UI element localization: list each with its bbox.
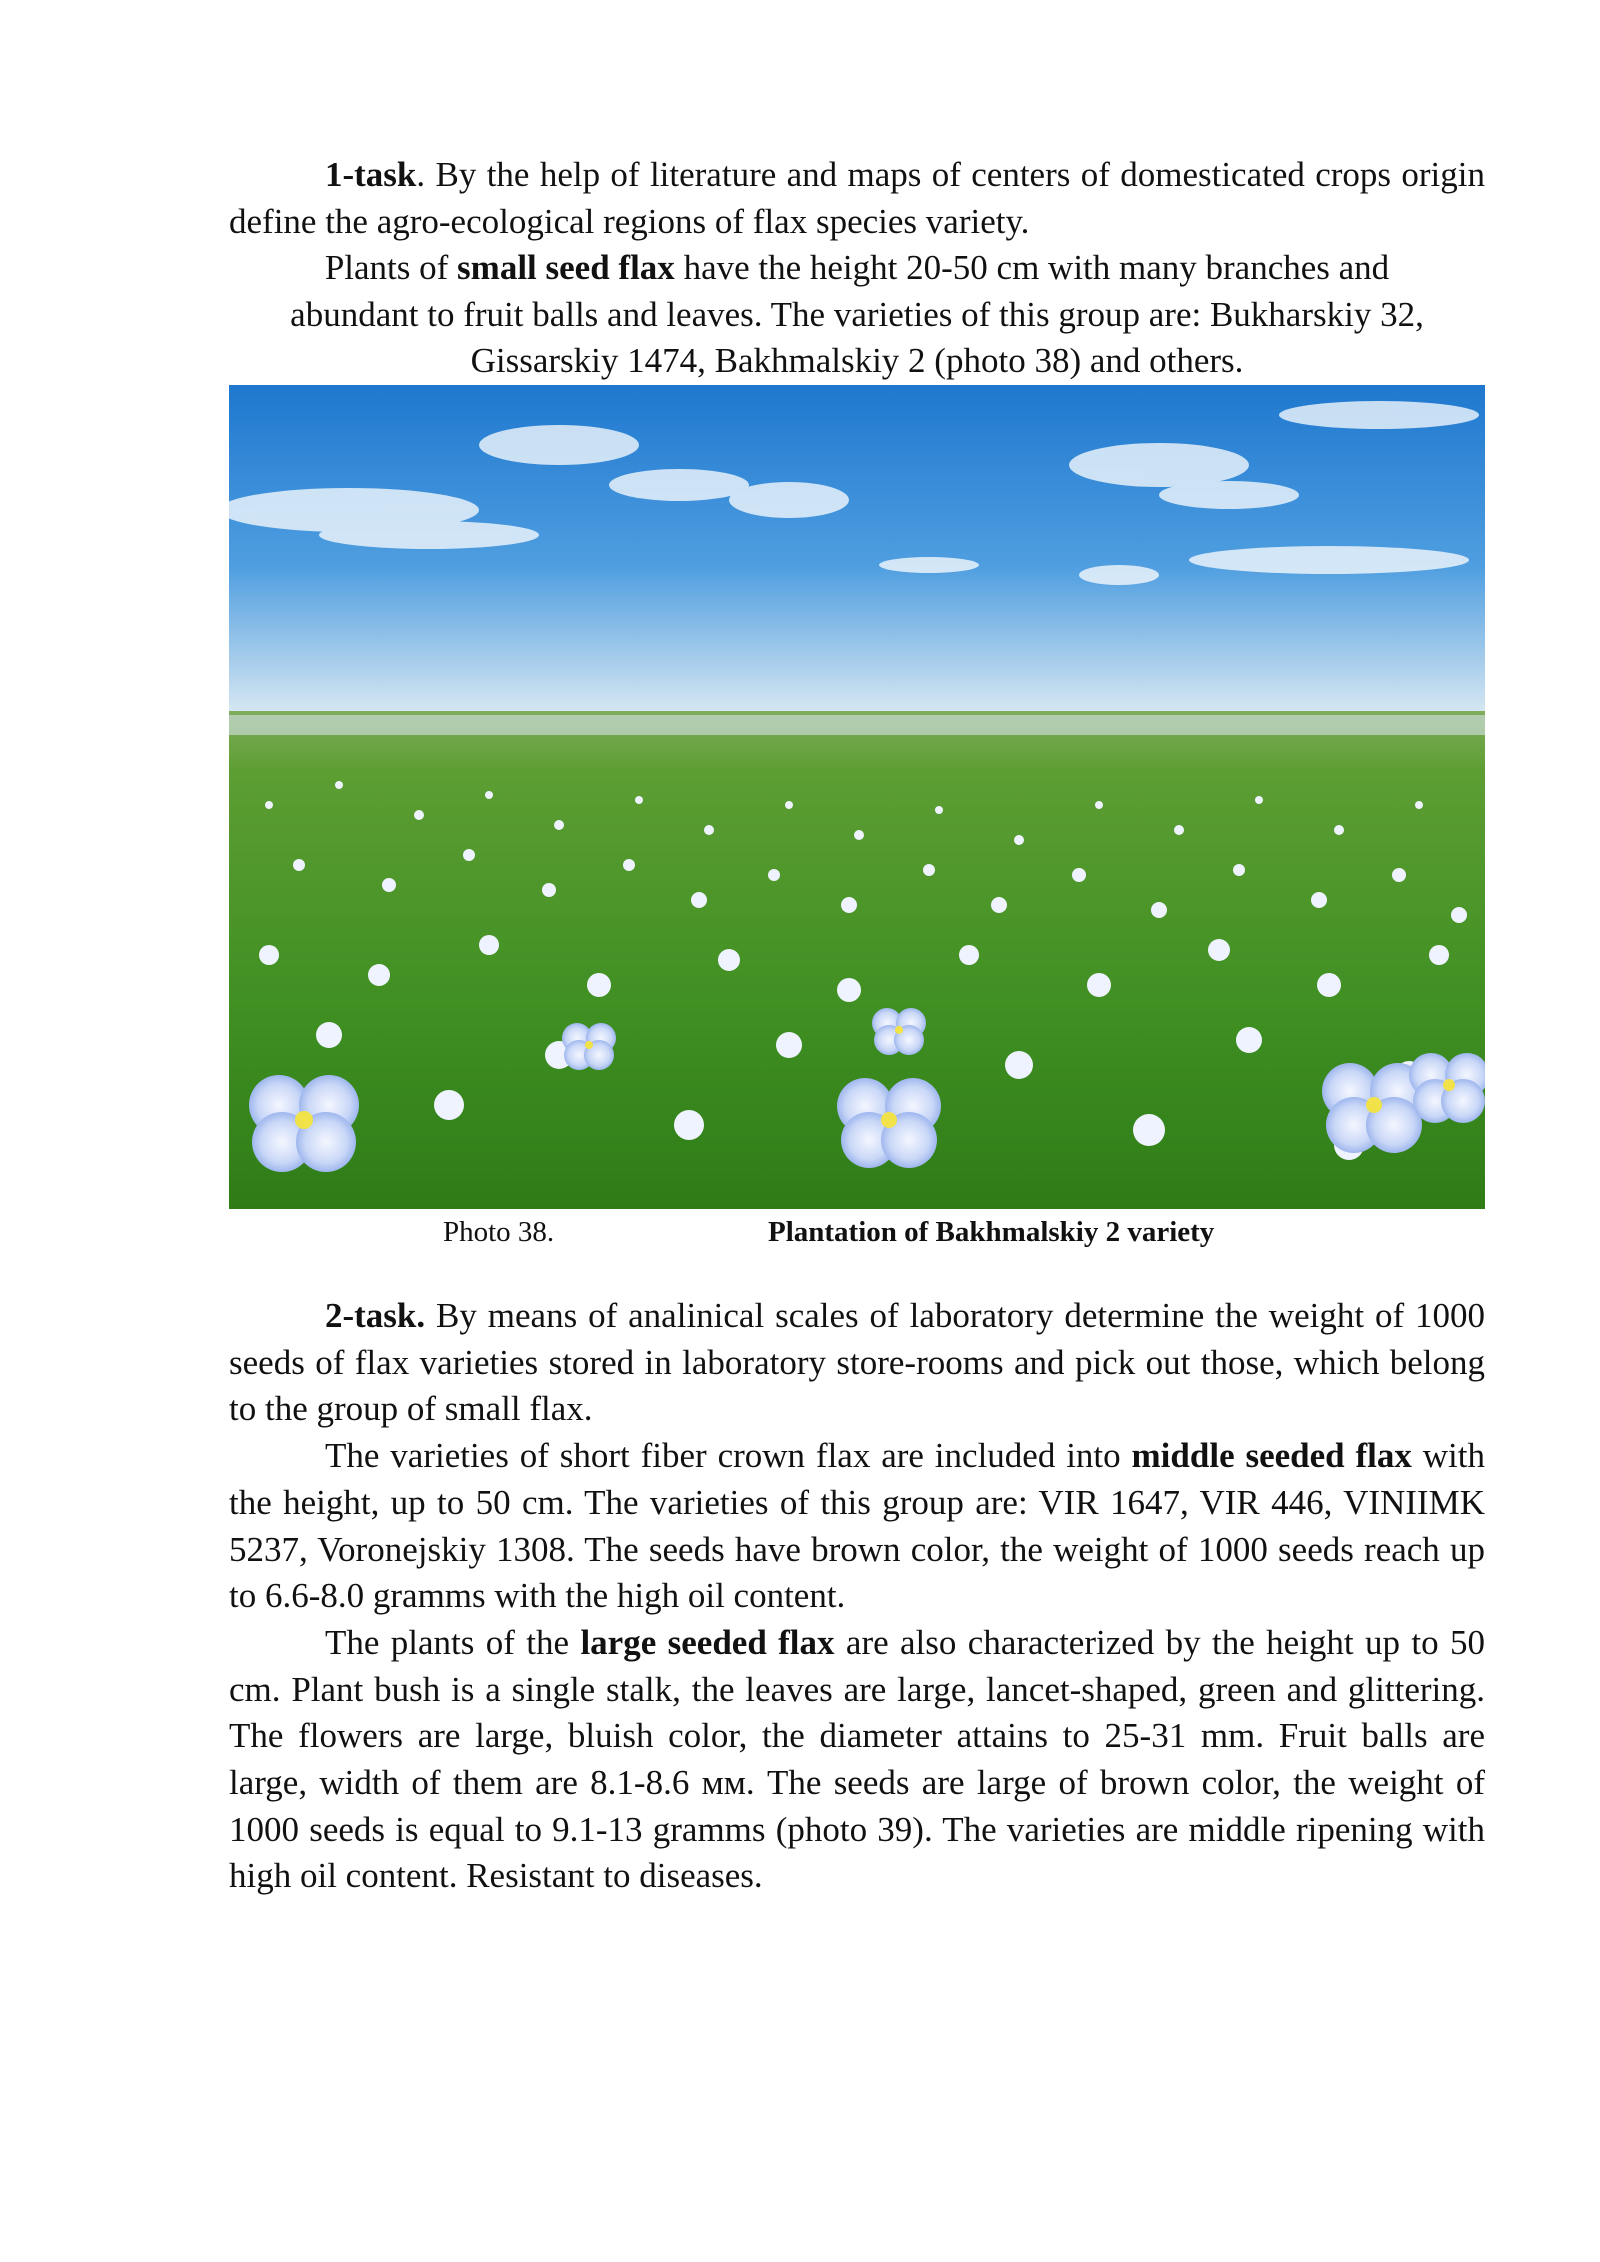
- photo-caption-number: Photo 38.: [443, 1216, 555, 1248]
- task2-label: 2-task.: [325, 1296, 426, 1335]
- small-seed-intro: Plants of: [324, 248, 458, 287]
- task1-label: 1-task: [325, 155, 417, 194]
- small-seed-rest: have the height 20-50 cm with many branches and: [674, 248, 1390, 287]
- large-seed-intro: The plants of the: [325, 1622, 581, 1662]
- large-seed-rest: are also characterized by the height up to 50 cm. Plant bush is a single stalk, the leaves are large, lancet-shaped, green and glittering. The flowers are large, bluish color, the diameter attains to 25-31 mm. Fruit balls are large, width of them are 8.1-8.6 мм. The seeds are large of brown color, the weight of 1000 seeds is equal to 9.1-13 gramms (photo 39). The varieties are middle ripening with high oil content. Resistant to diseases.: [229, 1622, 1486, 1896]
- large-seed-bold: large seeded flax: [580, 1622, 835, 1662]
- task2-text: By means of analinical scales of laboratory determine the weight of 1000 seeds of flax varieties stored in laboratory store-rooms and pick out those, which belong to the group of small flax.: [229, 1296, 1485, 1429]
- middle-seed-paragraph: [229, 1433, 1485, 1620]
- flax-field-photo: [229, 385, 1485, 1209]
- small-seed-line2: abundant to fruit balls and leaves. The varieties of this group are: Bukharskiy 32,: [290, 295, 1424, 334]
- task1-paragraph: [229, 152, 1485, 245]
- large-seed-paragraph: [229, 1620, 1485, 1900]
- middle-seed-intro: The varieties of short fiber crown flax are included into: [325, 1436, 1132, 1476]
- middle-seed-bold: middle seeded flax: [1131, 1436, 1412, 1476]
- photo-caption-title: Plantation of Bakhmalskiy 2 variety: [768, 1216, 1215, 1248]
- task2-paragraph: [229, 1293, 1485, 1433]
- small-seed-line1: [229, 245, 1485, 292]
- flax-field-image: [229, 385, 1485, 1209]
- task1-text: . By the help of literature and maps of centers of domesticated crops origin define the agro-ecological regions of flax species variety.: [229, 155, 1485, 241]
- small-seed-bold: small seed flax: [457, 248, 675, 287]
- task2-section: [229, 1293, 1485, 1900]
- middle-seed-rest: with the height, up to 50 cm. The varieties of this group are: VIR 1647, VIR 446, VINIIMK 5237, Voronejskiy 1308. The seeds have brown color, the weight of 1000 seeds reach up to 6.6-8.0 gramms with the high oil content.: [229, 1436, 1485, 1616]
- small-seed-line3: Gissarskiy 1474, Bakhmalskiy 2 (photo 38) and others.: [470, 341, 1244, 380]
- task1-section: [229, 152, 1485, 245]
